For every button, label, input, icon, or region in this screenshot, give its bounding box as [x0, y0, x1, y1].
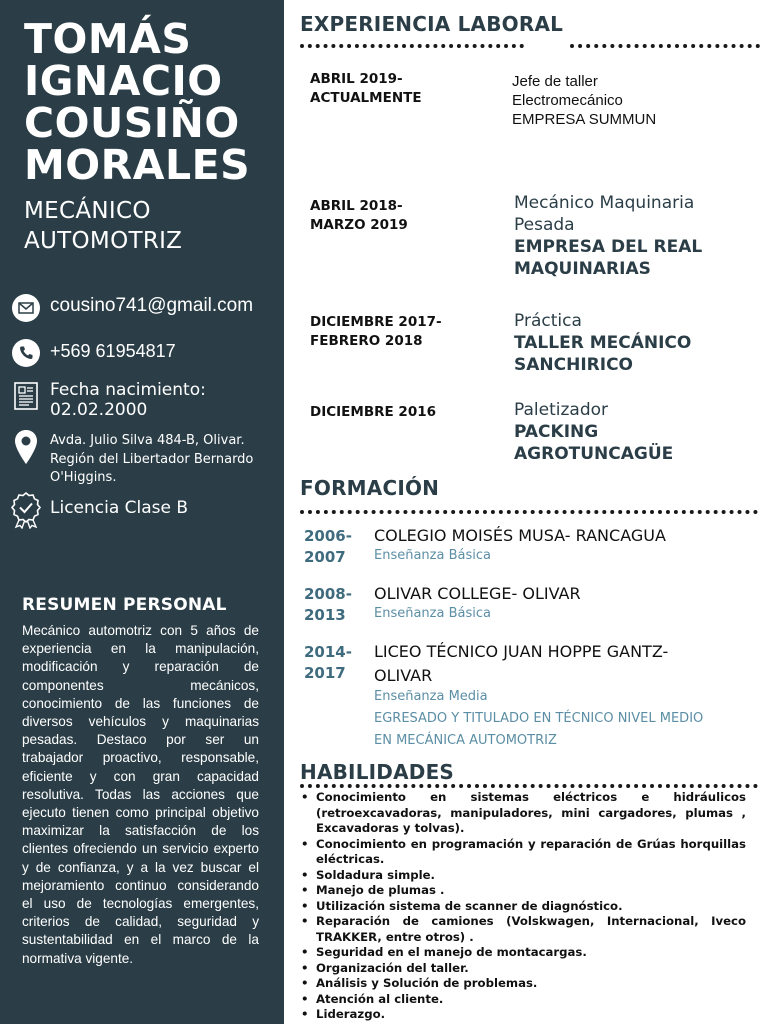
skill-item: • Seguridad en el manejo de montacargas. — [300, 945, 746, 961]
school-line: COLEGIO MOISÉS MUSA- RANCAGUA — [374, 526, 666, 545]
birthdate-value: 02.02.2000 — [50, 400, 148, 420]
section-divider — [300, 510, 758, 514]
skill-item: • Utilización sistema de scanner de diagnóstico. — [300, 899, 746, 915]
experience-details — [512, 72, 762, 129]
date-line: DICIEMBRE 2016 — [310, 404, 436, 420]
school-line: OLIVAR — [374, 666, 433, 685]
education-level — [374, 545, 764, 567]
experience-company — [514, 332, 764, 376]
level-line: EN MECÁNICA AUTOMOTRIZ — [374, 733, 557, 748]
experience-date — [310, 70, 480, 108]
skill-item: • Conocimiento en programación y reparación de Grúas horquillas eléctricas. — [300, 837, 746, 868]
year-line: 2007 — [304, 548, 346, 566]
school-line: OLIVAR COLLEGE- OLIVAR — [374, 584, 581, 603]
level-line: Enseñanza Media — [374, 689, 488, 704]
skill-item: • Manejo de plumas . — [300, 883, 746, 899]
role-line: Jefe de taller — [512, 73, 598, 90]
company-line: AGROTUNCAGÜE — [514, 444, 674, 464]
experience-date — [310, 197, 480, 235]
skill-item: • Organización del taller. — [300, 961, 746, 977]
birthdate-text — [50, 380, 206, 420]
candidate-name — [24, 15, 279, 189]
education-years — [304, 584, 364, 626]
year-line: 2014- — [304, 643, 352, 661]
skills-heading: HABILIDADES — [300, 760, 455, 784]
section-divider — [300, 44, 524, 48]
contact-license — [10, 494, 282, 526]
education-level — [374, 686, 764, 752]
experience-role — [514, 310, 764, 332]
skill-item: • Reparación de camiones (Volskwagen, Internacional, Iveco TRAKKER, entre otros) . — [300, 914, 746, 945]
skill-item: • Análisis y Solución de problemas. — [300, 976, 746, 992]
experience-heading: EXPERIENCIA LABORAL — [300, 12, 564, 36]
experience-company — [514, 421, 764, 465]
badge-icon — [10, 494, 42, 526]
date-line: ACTUALMENTE — [310, 90, 422, 106]
location-pin-icon — [10, 432, 42, 464]
id-card-icon — [10, 380, 42, 412]
level-line: Enseñanza Básica — [374, 606, 491, 621]
company-line: TALLER MECÁNICO — [514, 333, 692, 353]
skills-list — [300, 790, 746, 1023]
skill-item: • Soldadura simple. — [300, 868, 746, 884]
experience-date — [310, 403, 480, 422]
education-heading: FORMACIÓN — [300, 476, 440, 500]
name-line: IGNACIO — [24, 57, 223, 105]
name-line: MORALES — [24, 141, 251, 189]
year-line: 2006- — [304, 527, 352, 545]
sidebar — [0, 0, 284, 1024]
year-line: 2008- — [304, 585, 352, 603]
phone-text[interactable]: +569 61954817 — [50, 341, 176, 361]
date-line: MARZO 2019 — [310, 217, 408, 233]
role-line: Práctica — [514, 311, 582, 331]
contact-phone — [10, 337, 282, 369]
education-school — [374, 640, 764, 688]
contact-address — [10, 432, 282, 488]
experience-role — [514, 399, 764, 421]
summary-heading: RESUMEN PERSONAL — [22, 595, 227, 615]
contact-email — [10, 292, 282, 324]
date-line: FEBRERO 2018 — [310, 333, 423, 349]
level-line: Enseñanza Básica — [374, 548, 491, 563]
date-line: DICIEMBRE 2017- — [310, 314, 442, 330]
birthdate-label: Fecha nacimiento: — [50, 380, 206, 400]
role-line: Pesada — [514, 215, 575, 235]
education-level — [374, 603, 764, 625]
phone-icon — [10, 337, 42, 369]
address-text: Avda. Julio Silva 484-B, Olivar. Región del Libertador Bernardo O'Higgins. — [50, 433, 254, 485]
name-line: TOMÁS — [24, 15, 192, 63]
company-line: EMPRESA SUMMUN — [512, 111, 657, 128]
experience-role — [514, 192, 764, 236]
role-line: Mecánico Maquinaria — [514, 193, 695, 213]
school-line: LICEO TÉCNICO JUAN HOPPE GANTZ- — [374, 642, 669, 661]
email-text[interactable]: cousino741@gmail.com — [50, 295, 254, 316]
company-line: SANCHIRICO — [514, 355, 633, 375]
role-line: Paletizador — [514, 400, 608, 420]
email-icon — [10, 292, 42, 324]
skill-item: • Atención al cliente. — [300, 992, 746, 1008]
title-line: MECÁNICO — [24, 198, 151, 224]
section-divider — [300, 784, 758, 788]
name-line: COUSIÑO — [24, 99, 240, 147]
role-line: Electromecánico — [512, 92, 623, 109]
company-line: PACKING — [514, 422, 599, 442]
education-years — [304, 642, 364, 684]
skill-item: • Conocimiento en sistemas eléctricos e hidráulicos (retroexcavadoras, manipuladores, mini cargadores, plumas , Excavadoras y tolvas). — [300, 790, 746, 837]
contact-birthdate — [10, 380, 282, 420]
year-line: 2017 — [304, 664, 346, 682]
company-line: MAQUINARIAS — [514, 259, 651, 279]
summary-text: Mecánico automotriz con 5 años de experiencia en la manipulación, modificación y reparación de componentes mecánicos, conocimiento de las funciones de diversos vehículos y maquinarias pesadas. Destaco por ser un trabajador proactivo, responsable, eficiente y con gran capacidad resolutiva. Todas las acciones que ejecuto tienen como principal objetivo maximizar la satisfacción de los clientes ofreciendo un servicio experto y de confianza, y a la vez buscar el mejoramiento continuo considerando el uso de tecnologías emergentes, criterios de calidad, seguridad y sustentabilidad en el marco de la normativa vigente. — [22, 623, 259, 966]
date-line: ABRIL 2019- — [310, 71, 403, 87]
main-content — [284, 0, 768, 1024]
level-line: EGRESADO Y TITULADO EN TÉCNICO NIVEL MEDIO — [374, 711, 704, 726]
experience-company — [514, 236, 764, 280]
skill-item: • Liderazgo. — [300, 1007, 746, 1023]
year-line: 2013 — [304, 606, 346, 624]
date-line: ABRIL 2018- — [310, 198, 403, 214]
experience-date — [310, 313, 480, 351]
title-line: AUTOMOTRIZ — [24, 228, 183, 254]
candidate-title — [24, 196, 279, 256]
section-divider — [570, 44, 760, 48]
license-text: Licencia Clase B — [50, 498, 189, 518]
education-years — [304, 526, 364, 568]
company-line: EMPRESA DEL REAL — [514, 237, 703, 257]
